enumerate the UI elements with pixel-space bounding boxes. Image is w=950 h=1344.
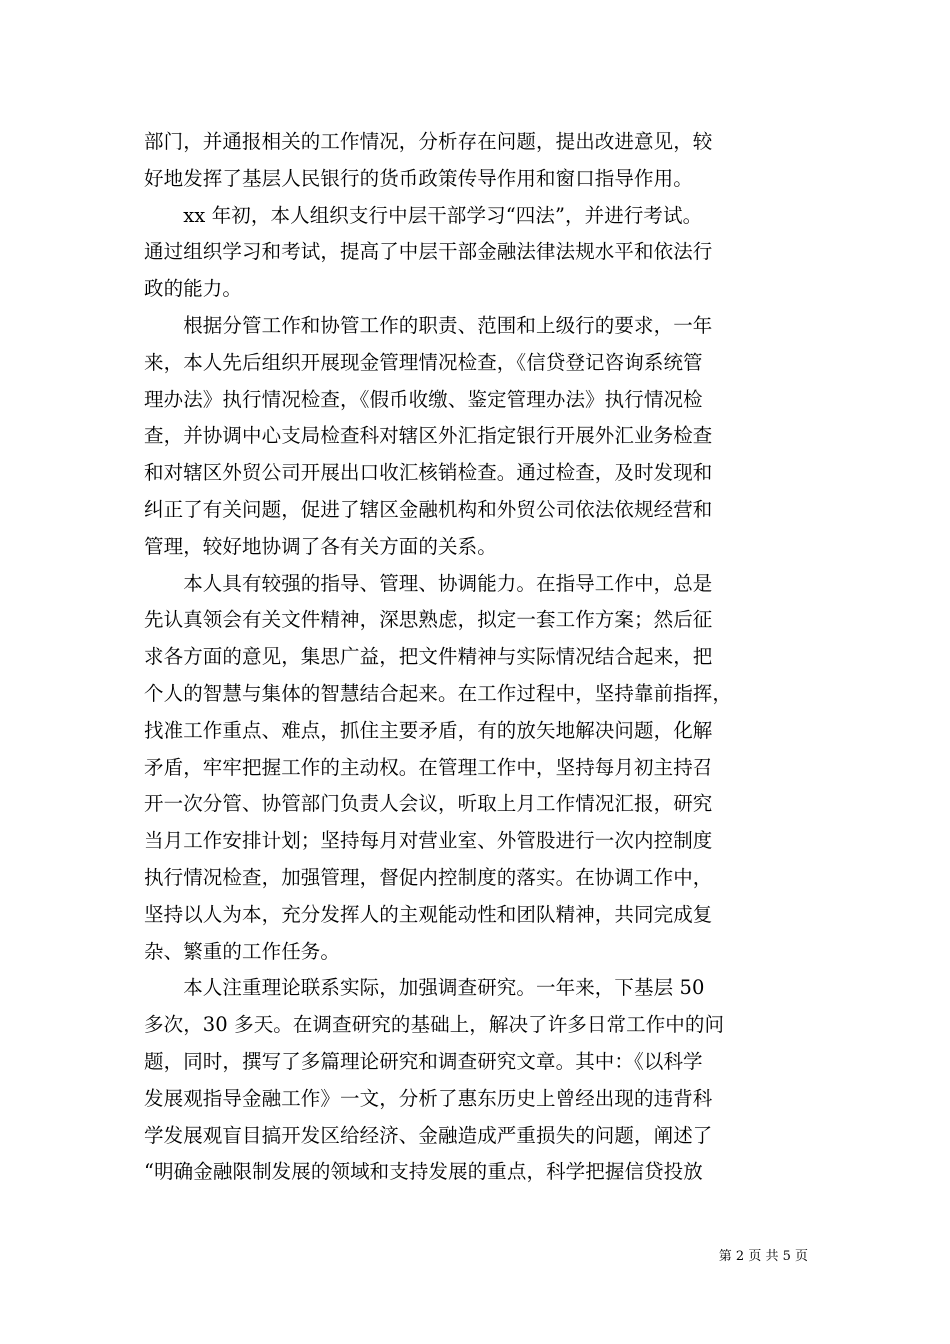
text-line: 矛盾，牢牢把握工作的主动权。在管理工作中，坚持每月初主持召	[144, 755, 713, 779]
text-line: 理办法》执行情况检查，《假币收缴、鉴定管理办法》执行情况检	[144, 387, 703, 411]
text-line: 政的能力。	[144, 277, 243, 301]
text-line: 查，并协调中心支局检查科对辖区外汇指定银行开展外汇业务检查	[144, 424, 713, 448]
text-line: 学发展观盲目搞开发区给经济、金融造成严重损失的问题，阐述了	[144, 1123, 713, 1147]
text-line: xx 年初，本人组织支行中层干部学习“四法”，并进行考试。	[144, 203, 703, 227]
text-line: 发展观指导金融工作》一文，分析了惠东历史上曾经出现的违背科	[144, 1086, 713, 1110]
text-line: 找准工作重点、难点，抓住主要矛盾，有的放矢地解决问题，化解	[144, 718, 713, 742]
text-line: 当月工作安排计划；坚持每月对营业室、外管股进行一次内控制度	[144, 829, 713, 853]
text-line: 执行情况检查，加强管理，督促内控制度的落实。在协调工作中，	[144, 865, 713, 889]
text-line: 好地发挥了基层人民银行的货币政策传导作用和窗口指导作用。	[144, 166, 693, 190]
text-line: 先认真领会有关文件精神，深思熟虑，拟定一套工作方案；然后征	[144, 608, 713, 632]
text-line: 本人注重理论联系实际，加强调查研究。一年来，下基层 50	[144, 976, 705, 1000]
text-line: 和对辖区外贸公司开展出口收汇核销检查。通过检查，及时发现和	[144, 461, 713, 485]
text-line: 纠正了有关问题，促进了辖区金融机构和外贸公司依法依规经营和	[144, 497, 713, 521]
body-text	[144, 124, 810, 1191]
text-line: 本人具有较强的指导、管理、协调能力。在指导工作中，总是	[144, 571, 713, 595]
page-number-footer: 第 2 页 共 5 页	[718, 1249, 808, 1264]
text-line: 部门，并通报相关的工作情况，分析存在问题，提出改进意见，较	[144, 130, 713, 153]
text-line: 题，同时，撰写了多篇理论研究和调查研究文章。其中：《以科学	[144, 1049, 703, 1073]
text-line: 杂、繁重的工作任务。	[144, 939, 341, 963]
text-line: 根据分管工作和协管工作的职责、范围和上级行的要求，一年	[144, 313, 713, 337]
text-line: 个人的智慧与集体的智慧结合起来。在工作过程中，坚持靠前指挥，	[144, 681, 733, 705]
text-line: “明确金融限制发展的领域和支持发展的重点，科学把握信贷投放	[144, 1160, 703, 1184]
text-line: 多次，30 多天。在调查研究的基础上，解决了许多日常工作中的问	[144, 1013, 725, 1037]
text-line: 来，本人先后组织开展现金管理情况检查，《信贷登记咨询系统管	[144, 350, 703, 374]
text-line: 通过组织学习和考试，提高了中层干部金融法律法规水平和依法行	[144, 240, 713, 264]
text-line: 管理，较好地协调了各有关方面的关系。	[144, 534, 497, 558]
text-line: 求各方面的意见，集思广益，把文件精神与实际情况结合起来，把	[144, 645, 713, 669]
text-line: 坚持以人为本，充分发挥人的主观能动性和团队精神，共同完成复	[144, 902, 713, 926]
text-line: 开一次分管、协管部门负责人会议，听取上月工作情况汇报，研究	[144, 792, 713, 816]
